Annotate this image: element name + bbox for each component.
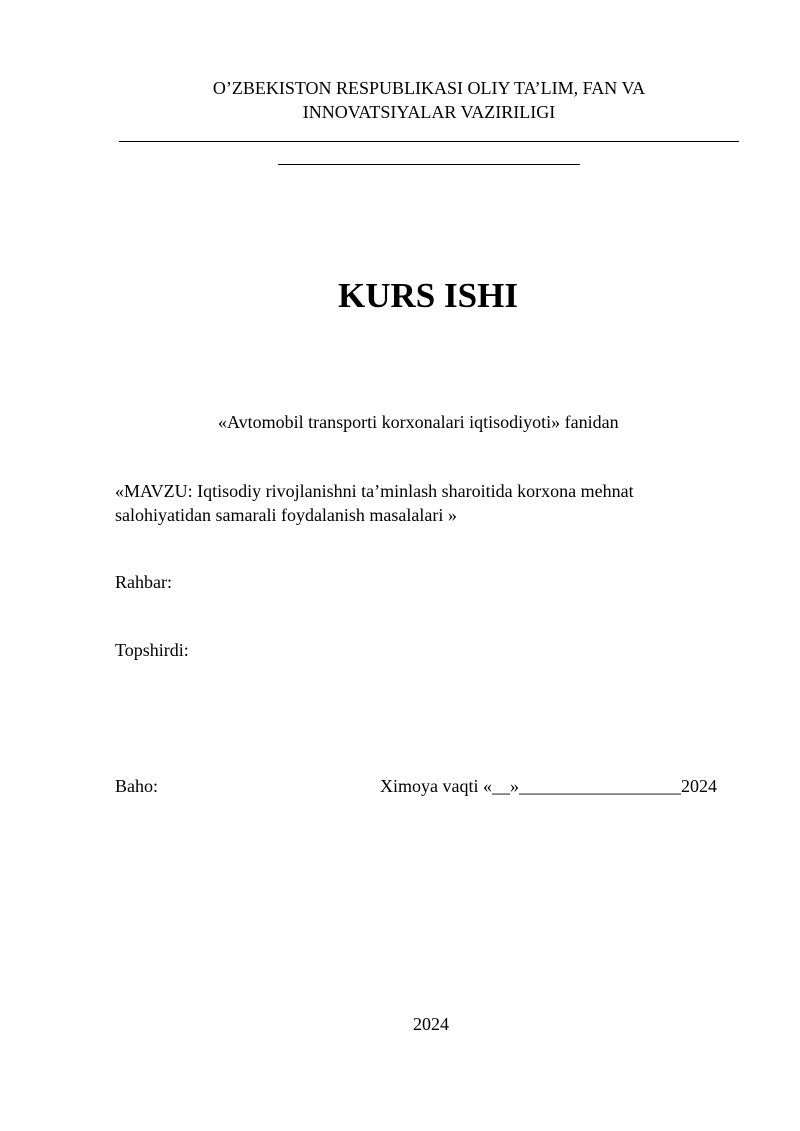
- ministry-name-line2: INNOVATSIYALAR VAZIRILIGI: [302, 102, 556, 122]
- footer-year: 2024: [413, 1014, 449, 1034]
- grade-label: Baho:: [115, 776, 158, 796]
- submitted-by-label: Topshirdi:: [115, 640, 189, 660]
- supervisor-label: Rahbar:: [115, 572, 172, 592]
- ministry-name-line1: O’ZBEKISTON RESPUBLIKASI OLIY TA’LIM, FAN VA: [212, 78, 646, 98]
- subject-line: «Avtomobil transporti korxonalari iqtisodiyoti» fanidan: [218, 412, 619, 432]
- department-blank-line: [278, 164, 580, 165]
- topic-line1: «MAVZU: Iqtisodiy rivojlanishni ta’minlash sharoitida korxona mehnat: [115, 481, 634, 501]
- institution-blank-line: [119, 141, 739, 142]
- topic-line2: salohiyatidan samarali foydalanish masalalari »: [115, 505, 457, 525]
- document-title: KURS ISHI: [338, 276, 518, 315]
- defense-date-line: Ximoya vaqti «__»__________________2024: [380, 776, 717, 796]
